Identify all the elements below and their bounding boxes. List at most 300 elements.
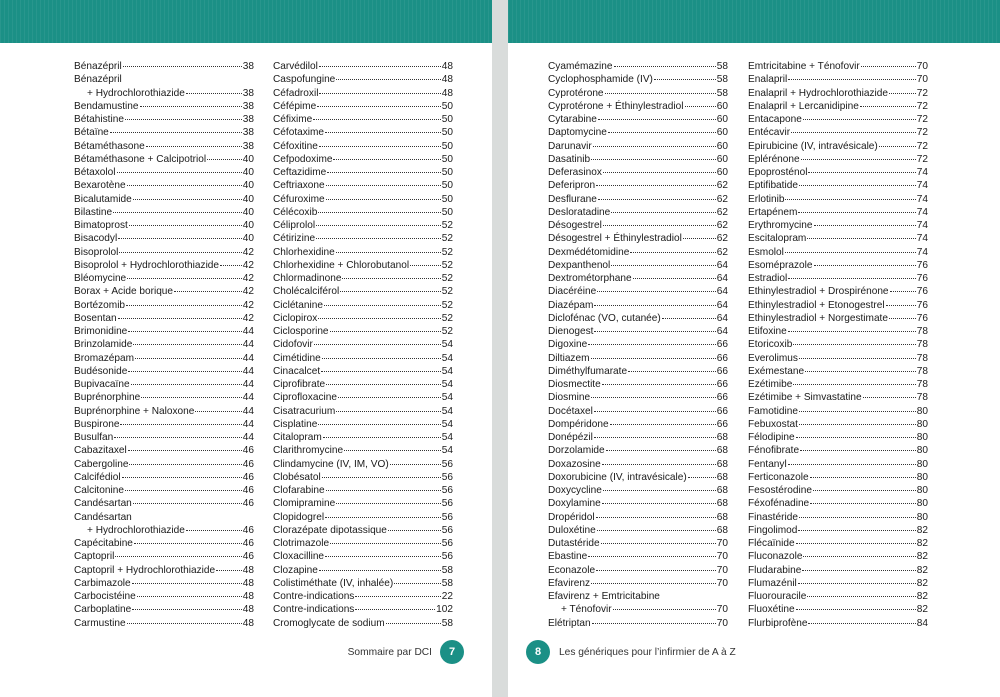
index-column [74, 60, 254, 630]
index-entry [748, 391, 928, 404]
entry-page: 80 [916, 485, 928, 496]
dot-leader [123, 66, 242, 67]
entry-name: Entacapone [748, 114, 802, 125]
index-entry [74, 100, 254, 113]
entry-name: Chlorhexidine + Chlorobutanol [273, 259, 410, 271]
index-entry [548, 497, 728, 510]
index-entry [548, 299, 728, 312]
entry-name: Eptifibatide [748, 180, 798, 192]
entry-name: Doxazosine [548, 458, 601, 470]
index-column [748, 60, 928, 630]
index-entry [273, 285, 453, 298]
entry-page: 50 [441, 206, 453, 218]
dot-leader [316, 238, 441, 239]
index-entry [273, 193, 453, 206]
entry-page: 72 [916, 87, 928, 99]
entry-name: Captopril + Hydrochlorothiazide [74, 564, 216, 576]
entry-name: Diosmine [548, 392, 591, 404]
dot-leader [807, 596, 915, 597]
index-entry [548, 511, 728, 524]
entry-name: Carbimazole [74, 577, 131, 589]
dot-leader [113, 212, 242, 213]
dot-leader [318, 318, 440, 319]
entry-page: 54 [441, 339, 453, 351]
entry-page: 56 [441, 524, 453, 536]
entry-page: 84 [916, 617, 928, 629]
index-entry [273, 87, 453, 100]
entry-name: Etoricoxib [748, 339, 793, 351]
entry-name: Epoprosténol [748, 167, 808, 178]
entry-name: Bétaxolol [74, 167, 116, 178]
entry-page: 50 [441, 153, 453, 165]
index-entry [548, 140, 728, 153]
entry-page: 46 [242, 538, 254, 549]
entry-page: 74 [916, 206, 928, 218]
dot-leader [810, 477, 916, 478]
dot-leader [799, 517, 916, 518]
index-entry [548, 206, 728, 219]
entry-name: Dropéridol [548, 511, 595, 523]
entry-name: Céfoxitine [273, 140, 318, 152]
entry-name: Desflurane [548, 193, 597, 205]
entry-name: Clobésatol [273, 471, 321, 483]
index-entry [748, 471, 928, 484]
right-page [508, 0, 1000, 697]
index-entry [548, 153, 728, 166]
dot-leader [793, 344, 915, 345]
index-entry [548, 617, 728, 630]
index-entry [548, 537, 728, 550]
entry-name: Diltiazem [548, 352, 590, 364]
entry-page: 60 [716, 127, 728, 139]
index-entry [273, 524, 453, 537]
entry-name: Cefpodoxime [273, 153, 333, 165]
entry-page: 68 [716, 485, 728, 496]
index-entry [273, 232, 453, 245]
entry-page: 62 [716, 220, 728, 231]
entry-page: 48 [242, 604, 254, 616]
entry-page: 56 [441, 458, 453, 470]
index-entry [273, 550, 453, 563]
dot-leader [118, 318, 242, 319]
index-entry [548, 405, 728, 418]
index-entry [273, 352, 453, 365]
index-entry [748, 325, 928, 338]
entry-page: 58 [716, 87, 728, 99]
entry-name: Fénofibrate [748, 445, 800, 457]
entry-page: 54 [441, 405, 453, 417]
entry-page: 68 [716, 458, 728, 470]
dot-leader [120, 424, 241, 425]
entry-page: 50 [441, 127, 453, 139]
entry-name: Borax + Acide borique [74, 286, 174, 298]
dot-leader [685, 106, 716, 107]
entry-page: 46 [242, 458, 254, 470]
entry-page: 54 [441, 392, 453, 404]
index-entry [74, 365, 254, 378]
entry-page: 54 [441, 379, 453, 390]
entry-page: 78 [916, 339, 928, 351]
dot-leader [602, 464, 716, 465]
entry-name: Carboplatine [74, 604, 132, 616]
entry-page: 76 [916, 299, 928, 311]
entry-page: 42 [242, 299, 254, 311]
dot-leader [593, 146, 716, 147]
index-entry [74, 232, 254, 245]
dot-leader [633, 278, 716, 279]
entry-name: Fludarabine [748, 564, 802, 576]
entry-name: Buprénorphine + Naloxone [74, 405, 195, 417]
dot-leader [805, 371, 916, 372]
entry-page: 50 [441, 180, 453, 192]
dot-leader [319, 146, 441, 147]
dot-leader [325, 132, 441, 133]
index-entry [273, 206, 453, 219]
dot-leader [326, 384, 441, 385]
dot-leader [390, 464, 441, 465]
dot-leader [207, 159, 242, 160]
entry-page: 42 [242, 246, 254, 258]
index-entry [273, 338, 453, 351]
dot-leader [889, 318, 916, 319]
entry-name: Fluconazole [748, 551, 803, 563]
entry-page: 62 [716, 246, 728, 258]
entry-page: 50 [441, 114, 453, 125]
entry-page: 76 [916, 286, 928, 298]
index-entry [273, 603, 453, 616]
entry-name: Enalapril [748, 74, 788, 86]
index-entry [74, 405, 254, 418]
index-entry [548, 338, 728, 351]
dot-leader [326, 490, 441, 491]
entry-name: Diazépam [548, 299, 594, 311]
index-entry [273, 299, 453, 312]
entry-page: 48 [242, 564, 254, 576]
index-entry [74, 577, 254, 590]
dot-leader [788, 331, 916, 332]
entry-name: Dienogest [548, 326, 594, 337]
entry-page: 60 [716, 153, 728, 165]
dot-leader [799, 358, 916, 359]
entry-name: Everolimus [748, 352, 798, 364]
index-entry [74, 497, 254, 510]
entry-page: 48 [441, 74, 453, 86]
entry-page: 52 [441, 246, 453, 258]
index-entry [74, 325, 254, 338]
entry-page: 46 [242, 445, 254, 457]
index-entry [748, 299, 928, 312]
footer-title: Les génériques pour l’infirmier de A à Z [559, 646, 736, 658]
index-entry [548, 458, 728, 471]
dot-leader [186, 93, 242, 94]
dot-leader [140, 106, 242, 107]
entry-page: 58 [441, 577, 453, 589]
entry-name: Céfadroxil [273, 87, 319, 99]
entry-name: Enalapril + Lercanidipine [748, 100, 859, 112]
header-band [508, 0, 1000, 43]
entry-page: 40 [242, 167, 254, 178]
entry-page: 38 [242, 114, 254, 125]
index-entry [548, 603, 728, 616]
entry-name: Bexarotène [74, 180, 126, 192]
index-entry [273, 537, 453, 550]
dot-leader [344, 450, 441, 451]
dot-leader [594, 411, 716, 412]
entry-name: Clopidogrel [273, 511, 325, 523]
index-entry [548, 193, 728, 206]
entry-name: Fingolimod [748, 524, 798, 536]
entry-name: Clarithromycine [273, 445, 344, 457]
dot-leader [863, 397, 916, 398]
dot-leader [796, 543, 916, 544]
index-entry [748, 87, 928, 100]
dot-leader [146, 146, 242, 147]
entry-page: 102 [436, 604, 453, 616]
entry-name: Digoxine [548, 339, 588, 351]
dot-leader [630, 252, 715, 253]
entry-page: 40 [242, 193, 254, 205]
entry-name: Clofarabine [273, 485, 325, 496]
index-column [548, 60, 728, 630]
entry-name: Famotidine [748, 405, 798, 417]
index-entry [548, 232, 728, 245]
entry-page: 66 [716, 339, 728, 351]
entry-name: Céfuroxime [273, 193, 325, 205]
entry-name: Désogestrel [548, 220, 602, 231]
index-entry [748, 193, 928, 206]
index-entry [748, 153, 928, 166]
index-entry [273, 458, 453, 471]
entry-name: Ferticonazole [748, 471, 809, 483]
dot-leader [798, 530, 915, 531]
entry-name: Fentanyl [748, 458, 787, 470]
entry-page: 46 [242, 485, 254, 496]
entry-page: 70 [716, 604, 728, 616]
entry-page: 66 [716, 379, 728, 390]
entry-name: Bendamustine [74, 100, 139, 112]
index-entry [748, 232, 928, 245]
index-entry [748, 378, 928, 391]
index-entry [74, 126, 254, 139]
entry-page: 78 [916, 392, 928, 404]
dot-leader [127, 278, 242, 279]
entry-page: 58 [441, 564, 453, 576]
entry-page: 54 [441, 365, 453, 377]
index-entry [74, 73, 254, 86]
entry-page: 68 [716, 471, 728, 483]
dot-leader [603, 490, 716, 491]
entry-page: 44 [242, 365, 254, 377]
index-entry [548, 391, 728, 404]
entry-page: 50 [441, 140, 453, 152]
entry-page: 72 [916, 153, 928, 165]
dot-leader [591, 358, 716, 359]
dot-leader [128, 450, 242, 451]
entry-name: Duloxétine [548, 524, 596, 536]
index-entry [548, 418, 728, 431]
index-entry [548, 352, 728, 365]
index-entry [273, 246, 453, 259]
dot-leader [810, 503, 916, 504]
entry-page: 80 [916, 511, 928, 523]
index-column [273, 60, 453, 630]
entry-page: 22 [441, 591, 453, 602]
index-entry [74, 484, 254, 497]
dot-leader [594, 437, 716, 438]
dot-leader [319, 66, 441, 67]
entry-page: 80 [916, 458, 928, 470]
index-entry [273, 166, 453, 179]
entry-page: 82 [916, 577, 928, 589]
dot-leader [321, 371, 441, 372]
entry-page: 46 [242, 498, 254, 510]
dot-leader [596, 570, 716, 571]
entry-name: Ciclosporine [273, 326, 329, 337]
index-entry [748, 352, 928, 365]
dot-leader [318, 212, 440, 213]
entry-page: 44 [242, 352, 254, 364]
entry-page: 52 [441, 220, 453, 231]
dot-leader [814, 265, 916, 266]
index-entry [273, 564, 453, 577]
dot-leader [799, 185, 916, 186]
entry-page: 66 [716, 418, 728, 430]
index-entry [273, 312, 453, 325]
dot-leader [122, 477, 242, 478]
dot-leader [126, 305, 242, 306]
dot-leader [591, 583, 716, 584]
left-page [0, 0, 492, 697]
entry-page: 52 [441, 312, 453, 324]
dot-leader [131, 384, 242, 385]
index-entry [548, 590, 728, 603]
entry-page: 70 [716, 551, 728, 563]
entry-name: Bléomycine [74, 273, 127, 284]
entry-name: Diclofénac (VO, cutanée) [548, 312, 661, 324]
dot-leader [613, 609, 716, 610]
entry-page: 48 [441, 87, 453, 99]
entry-name: Carvédilol [273, 61, 318, 72]
dot-leader [133, 199, 242, 200]
index-entry [74, 603, 254, 616]
dot-leader [803, 556, 915, 557]
entry-page: 48 [441, 61, 453, 72]
dot-leader [326, 199, 441, 200]
entry-page: 42 [242, 312, 254, 324]
index-entry [273, 577, 453, 590]
dot-leader [118, 238, 242, 239]
entry-name: Bimatoprost [74, 220, 128, 231]
index-entry [748, 524, 928, 537]
entry-page: 62 [716, 206, 728, 218]
dot-leader [889, 93, 916, 94]
entry-name: Dutastéride [548, 538, 600, 549]
entry-page: 68 [716, 511, 728, 523]
index-entry [273, 325, 453, 338]
entry-name: Daptomycine [548, 127, 607, 139]
dot-leader [330, 543, 441, 544]
entry-page: 46 [242, 524, 254, 536]
entry-name: Fluorouracile [748, 591, 807, 602]
index-entry [548, 272, 728, 285]
dot-leader [603, 172, 716, 173]
entry-name: Bétaïne [74, 127, 109, 139]
entry-name: Ceftazidime [273, 167, 327, 178]
entry-page: 80 [916, 418, 928, 430]
index-entry [74, 206, 254, 219]
index-entry [74, 113, 254, 126]
dot-leader [313, 119, 441, 120]
entry-name: Chlorhexidine [273, 246, 335, 258]
dot-leader [388, 530, 441, 531]
entry-page: 74 [916, 220, 928, 231]
entry-name: Cyprotérone [548, 87, 604, 99]
dot-leader [588, 556, 715, 557]
entry-name: Colistiméthate (IV, inhalée) [273, 577, 394, 589]
entry-name: Bétahistine [74, 114, 124, 125]
entry-page: 46 [242, 551, 254, 563]
dot-leader [186, 530, 242, 531]
entry-name: Diacéréine [548, 286, 597, 298]
index-entry [74, 179, 254, 192]
index-entry [748, 603, 928, 616]
dot-leader [597, 291, 716, 292]
entry-page: 48 [242, 617, 254, 629]
entry-name: Ebastine [548, 551, 588, 563]
entry-page: 38 [242, 140, 254, 152]
dot-leader [601, 543, 716, 544]
entry-page: 44 [242, 392, 254, 404]
index-entry [273, 219, 453, 232]
entry-page: 52 [441, 326, 453, 337]
dot-leader [611, 265, 715, 266]
index-entry [74, 511, 254, 524]
dot-leader [338, 397, 441, 398]
entry-page: 44 [242, 339, 254, 351]
entry-page: 54 [441, 432, 453, 443]
entry-page: 44 [242, 405, 254, 417]
dot-leader [141, 397, 242, 398]
dot-leader [325, 556, 441, 557]
entry-page: 60 [716, 114, 728, 125]
index-entry [748, 431, 928, 444]
entry-page: 82 [916, 551, 928, 563]
dot-leader [799, 424, 916, 425]
dot-leader [129, 464, 241, 465]
entry-name: Ciprofibrate [273, 379, 326, 390]
index-entry [748, 285, 928, 298]
entry-page: 46 [242, 471, 254, 483]
entry-page: 80 [916, 471, 928, 483]
index-entry [548, 431, 728, 444]
dot-leader [317, 106, 441, 107]
header-band [0, 0, 492, 43]
entry-page: 56 [441, 485, 453, 496]
dot-leader [808, 172, 915, 173]
entry-page: 82 [916, 524, 928, 536]
entry-name: Bisoprolol [74, 246, 119, 258]
entry-name: Efavirenz + Emtricitabine [548, 591, 660, 602]
index-entry [74, 444, 254, 457]
entry-name: Deferipron [548, 180, 596, 192]
index-entry [74, 338, 254, 351]
dot-leader [195, 411, 241, 412]
index-entry [74, 418, 254, 431]
dot-leader [340, 291, 441, 292]
index-entry [273, 259, 453, 272]
entry-name: Clomipramine [273, 498, 336, 510]
entry-name: Cidofovir [273, 339, 313, 351]
